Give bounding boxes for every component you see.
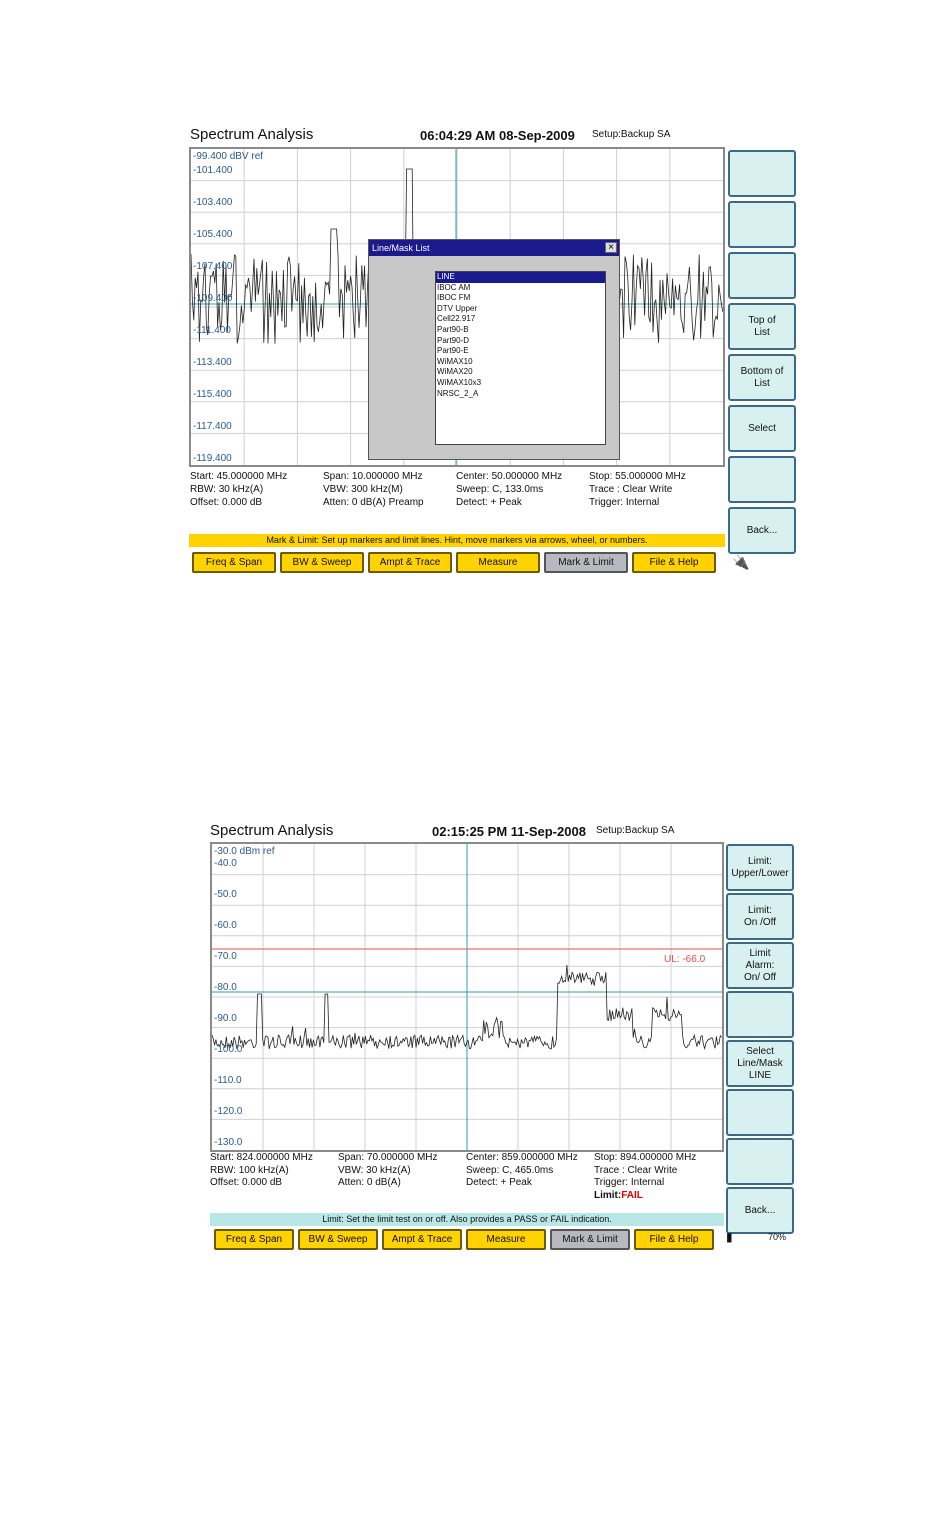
y-axis-label: -40.0 (214, 858, 237, 869)
softkey-4[interactable] (726, 991, 794, 1038)
y-axis-label: -117.400 (193, 421, 232, 432)
param-col-1 (210, 1152, 313, 1190)
list-item[interactable]: Part90-E (437, 346, 469, 356)
list-item[interactable]: DTV Upper (437, 303, 478, 313)
spectrum-trace (212, 844, 722, 1150)
softkey-label: Limit: (748, 855, 772, 867)
hint-bar: Mark & Limit: Set up markers and limit lines. Hint, move markers via arrows, wheel, or numbers. (189, 534, 725, 547)
softkey-label: Back... (744, 1204, 776, 1216)
setup-name: Setup:Backup SA (596, 825, 675, 836)
param-stop: Stop: 55.000000 MHz (589, 471, 686, 482)
y-axis-label: -113.400 (193, 357, 232, 368)
param-offset: Offset: 0.000 dB (210, 1177, 283, 1188)
softkey-2[interactable] (726, 893, 794, 940)
spectrum-screen-2 (206, 820, 796, 1260)
tab-file-help[interactable]: File & Help (634, 1229, 714, 1250)
list-item[interactable]: IBOC FM (437, 293, 471, 303)
tab-file-help[interactable]: File & Help (632, 552, 716, 573)
y-axis-label: -120.0 (214, 1106, 243, 1117)
y-axis-label: -111.400 (193, 325, 231, 336)
param-trigger: Trigger: Internal (594, 1177, 665, 1188)
softkey-label: Bottom of (740, 365, 784, 377)
param-col-3 (466, 1152, 578, 1190)
spectrum-screen-1 (186, 124, 800, 584)
softkey-label: Line/Mask (737, 1057, 783, 1069)
tab-freq-span[interactable]: Freq & Span (214, 1229, 294, 1250)
tab-freq-span[interactable]: Freq & Span (192, 552, 276, 573)
param-sweep: Sweep: C, 133.0ms (456, 484, 544, 495)
param-start: Start: 824.000000 MHz (210, 1152, 313, 1163)
tab-measure[interactable]: Measure (466, 1229, 546, 1250)
param-span: Span: 70.000000 MHz (338, 1152, 438, 1163)
y-axis-label: -50.0 (214, 889, 237, 900)
y-axis-label: -70.0 (214, 951, 237, 962)
y-axis-label: -130.0 (214, 1137, 243, 1148)
ref-level-label: -30.0 dBm ref (214, 846, 275, 857)
softkey-label: Limit: (748, 904, 772, 916)
softkey-5[interactable] (728, 354, 796, 401)
y-axis-label: -107.400 (193, 261, 233, 272)
tab-mark-limit[interactable]: Mark & Limit (544, 552, 628, 573)
battery-icon: ▮ (726, 1230, 733, 1244)
y-axis-label: -60.0 (214, 920, 237, 931)
tab-ampt-trace[interactable]: Ampt & Trace (382, 1229, 462, 1250)
param-vbw: VBW: 300 kHz(M) (323, 484, 403, 495)
param-atten: Atten: 0 dB(A) (338, 1177, 401, 1188)
y-axis-label: -105.400 (193, 229, 233, 240)
menu-tabs (192, 552, 716, 573)
param-detect: Detect: + Peak (456, 497, 522, 508)
softkey-6[interactable] (728, 405, 796, 452)
page-title: Spectrum Analysis (210, 822, 334, 839)
limit-status: FAIL (621, 1189, 643, 1201)
tab-bw-sweep[interactable]: BW & Sweep (298, 1229, 378, 1250)
close-icon[interactable]: × (605, 242, 617, 253)
softkey-label: On/ Off (743, 971, 777, 983)
list-item[interactable]: IBOC AM (437, 282, 471, 292)
tab-mark-limit[interactable]: Mark & Limit (550, 1229, 630, 1250)
softkey-7[interactable] (726, 1138, 794, 1185)
softkey-label: Select (746, 1045, 774, 1057)
tab-measure[interactable]: Measure (456, 552, 540, 573)
softkey-6[interactable] (726, 1089, 794, 1136)
limit-status-label: Limit: (594, 1189, 622, 1201)
y-axis-label: -103.400 (193, 197, 233, 208)
softkey-label: Upper/Lower (731, 867, 789, 879)
param-col-4 (594, 1152, 696, 1202)
tab-ampt-trace[interactable]: Ampt & Trace (368, 552, 452, 573)
softkey-1[interactable] (728, 150, 796, 197)
softkey-8[interactable] (728, 507, 796, 554)
tab-bw-sweep[interactable]: BW & Sweep (280, 552, 364, 573)
param-sweep: Sweep: C, 465.0ms (466, 1164, 554, 1176)
param-col-2 (338, 1152, 438, 1190)
list-item[interactable]: NRSC_2_A (437, 388, 479, 398)
list-item[interactable]: WiMAX10x3 (437, 377, 482, 387)
softkey-4[interactable] (728, 303, 796, 350)
softkey-label: List (754, 326, 770, 338)
y-axis-label: -109.400 (193, 293, 233, 304)
y-axis-label: -90.0 (214, 1013, 237, 1024)
limit-status-row (594, 1190, 696, 1203)
softkey-3[interactable] (728, 252, 796, 299)
battery-level: 70% (768, 1232, 787, 1242)
line-mask-dialog (368, 239, 620, 460)
list-item[interactable]: Part90-B (437, 324, 469, 334)
dialog-title-bar (369, 240, 619, 256)
param-center: Center: 859.000000 MHz (466, 1152, 578, 1163)
param-trace: Trace : Clear Write (594, 1164, 678, 1176)
param-rbw: RBW: 100 kHz(A) (210, 1164, 289, 1176)
softkey-3[interactable] (726, 942, 794, 989)
menu-tabs (214, 1229, 714, 1250)
y-axis-label: -80.0 (214, 982, 237, 993)
param-detect: Detect: + Peak (466, 1177, 532, 1188)
param-atten: Atten: 0 dB(A) Preamp (323, 497, 424, 508)
param-center: Center: 50.000000 MHz (456, 471, 563, 482)
power-plug-icon: 🔌 (732, 554, 750, 570)
list-item[interactable]: WiMAX10 (437, 356, 473, 366)
param-col-2 (323, 470, 424, 509)
softkey-label: Top of (748, 314, 776, 326)
softkey-label: LINE (748, 1069, 772, 1081)
param-span: Span: 10.000000 MHz (323, 471, 423, 482)
param-col-4 (589, 470, 686, 509)
softkey-2[interactable] (728, 201, 796, 248)
softkey-5[interactable] (726, 1040, 794, 1087)
softkey-label: Alarm: (745, 959, 775, 971)
softkey-column (726, 844, 794, 1234)
softkey-column (728, 150, 796, 554)
softkey-7[interactable] (728, 456, 796, 503)
upper-limit-label: UL: -66.0 (664, 954, 706, 965)
param-col-1 (190, 470, 287, 509)
param-col-3 (456, 470, 562, 509)
spectrum-plot[interactable] (210, 842, 724, 1152)
softkey-label: On /Off (743, 916, 777, 928)
y-axis-label: -100.0 (214, 1044, 243, 1055)
softkey-label: List (754, 377, 770, 389)
y-axis-label: -101.400 (193, 165, 233, 176)
setup-name: Setup:Backup SA (592, 129, 671, 140)
param-start: Start: 45.000000 MHz (190, 471, 288, 482)
param-stop: Stop: 894.000000 MHz (594, 1152, 697, 1163)
y-axis-label: -115.400 (193, 389, 232, 400)
list-item[interactable]: WiMAX20 (437, 367, 473, 377)
softkey-1[interactable] (726, 844, 794, 891)
list-item[interactable]: LINE (436, 272, 605, 283)
hint-bar: Limit: Set the limit test on or off. Also provides a PASS or FAIL indication. (210, 1213, 724, 1226)
softkey-label: Select (748, 422, 776, 434)
line-mask-listbox[interactable] (435, 271, 606, 445)
param-vbw: VBW: 30 kHz(A) (338, 1164, 411, 1176)
clock: 02:15:25 PM 11-Sep-2008 (432, 824, 586, 839)
ref-level-label: -99.400 dBV ref (193, 151, 264, 162)
param-rbw: RBW: 30 kHz(A) (190, 484, 264, 495)
param-trigger: Trigger: Internal (589, 497, 660, 508)
param-offset: Offset: 0.000 dB (190, 497, 263, 508)
softkey-label: Back... (746, 524, 778, 536)
y-axis-label: -110.0 (214, 1075, 242, 1086)
page-title: Spectrum Analysis (190, 126, 314, 143)
y-axis-label: -119.400 (193, 453, 232, 464)
clock: 06:04:29 AM 08-Sep-2009 (420, 128, 575, 143)
softkey-8[interactable] (726, 1187, 794, 1234)
dialog-title: Line/Mask List (372, 243, 430, 253)
param-trace: Trace : Clear Write (589, 484, 673, 495)
list-item[interactable]: Part90-D (437, 335, 470, 345)
list-item[interactable]: Cell22.917 (437, 314, 476, 324)
softkey-label: Limit (749, 947, 771, 959)
